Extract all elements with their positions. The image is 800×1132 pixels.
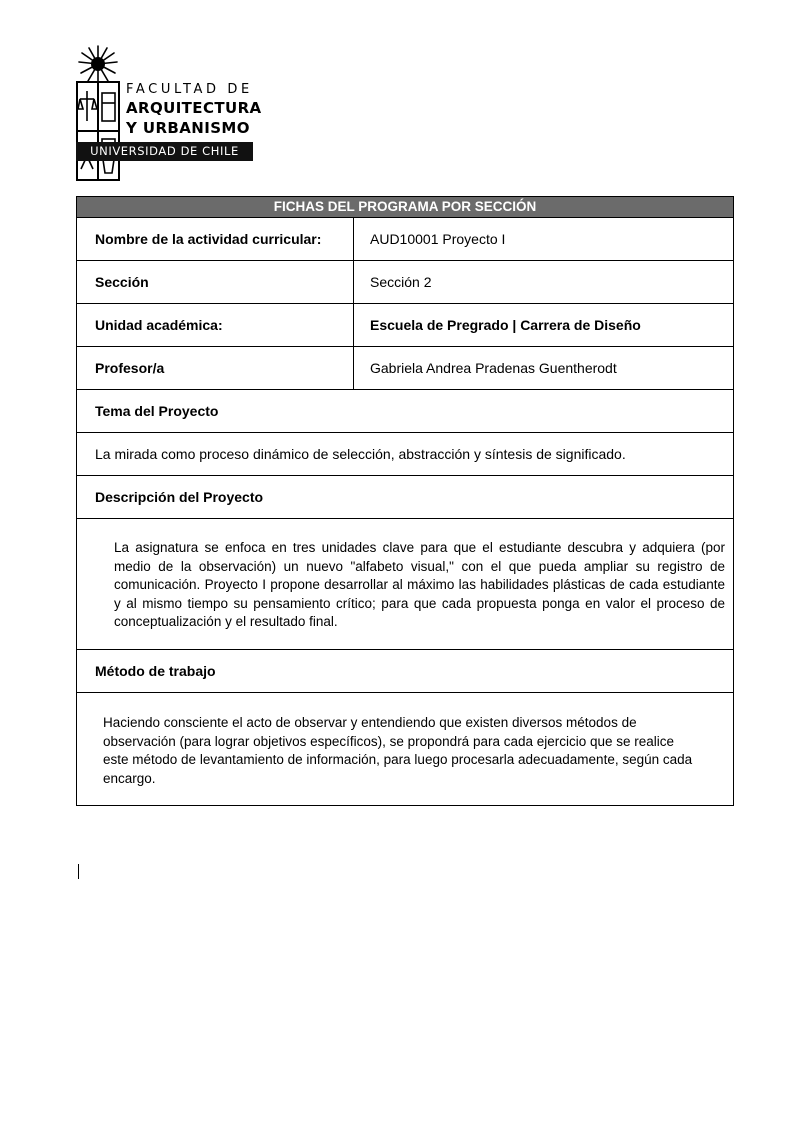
logo-line-arquitectura: ARQUITECTURA: [126, 99, 262, 117]
metodo-cell: [77, 693, 733, 805]
faculty-logo: [76, 45, 262, 161]
descripcion-text: La asignatura se enfoca en tres unidades clave para que el estudiante descubra y adquiera (por medio de la observación) un nuevo "alfabeto visual," con el que pueda ampliar su registro de comunicación. Proyecto I propone desarrollar al máximo las habilidades plásticas de cada estudiante y al mismo tiempo su pensamiento crítico; para que cada propuesta ponga en valor el proceso de conceptualización y el resultado final.: [114, 540, 725, 629]
table-row-profesor: [77, 347, 733, 390]
faculty-name: [126, 82, 262, 138]
logo-line-urbanismo: Y URBANISMO: [126, 119, 250, 137]
table-row-unidad: [77, 304, 733, 347]
descripcion-cell: [77, 519, 733, 650]
row-label: Sección: [77, 261, 354, 303]
row-label: Profesor/a: [77, 347, 354, 389]
metodo-label: Método de trabajo: [77, 650, 733, 693]
university-name-bar: UNIVERSIDAD DE CHILE: [76, 142, 253, 161]
descripcion-label: Descripción del Proyecto: [77, 476, 733, 519]
row-value: AUD10001 Proyecto I: [370, 231, 506, 247]
text-cursor: [78, 864, 79, 879]
row-value: Gabriela Andrea Pradenas Guentherodt: [370, 360, 617, 376]
table-header: FICHAS DEL PROGRAMA POR SECCIÓN: [77, 197, 733, 218]
table-row-seccion: [77, 261, 733, 304]
metodo-text: Haciendo consciente el acto de observar y entendiendo que existen diversos métodos de observación (para lograr objetivos específicos), se propondrá para cada ejercicio que se realice este método de levantamiento de información, para luego procesarla adecuadamente, según cada encargo.: [103, 715, 693, 786]
row-value: Sección 2: [370, 274, 432, 290]
sun-emblem-icon: [78, 45, 118, 83]
university-shield-icon: [76, 81, 120, 181]
tema-label: Tema del Proyecto: [77, 390, 733, 433]
tema-value: La mirada como proceso dinámico de selección, abstracción y síntesis de significado.: [77, 433, 733, 476]
row-value: Escuela de Pregrado | Carrera de Diseño: [370, 317, 641, 333]
row-label: Nombre de la actividad curricular:: [77, 218, 354, 260]
logo-line-facultad: FACULTAD DE: [126, 82, 253, 97]
program-sheet-table: [76, 196, 734, 806]
row-label: Unidad académica:: [77, 304, 354, 346]
table-row-actividad: [77, 218, 733, 261]
